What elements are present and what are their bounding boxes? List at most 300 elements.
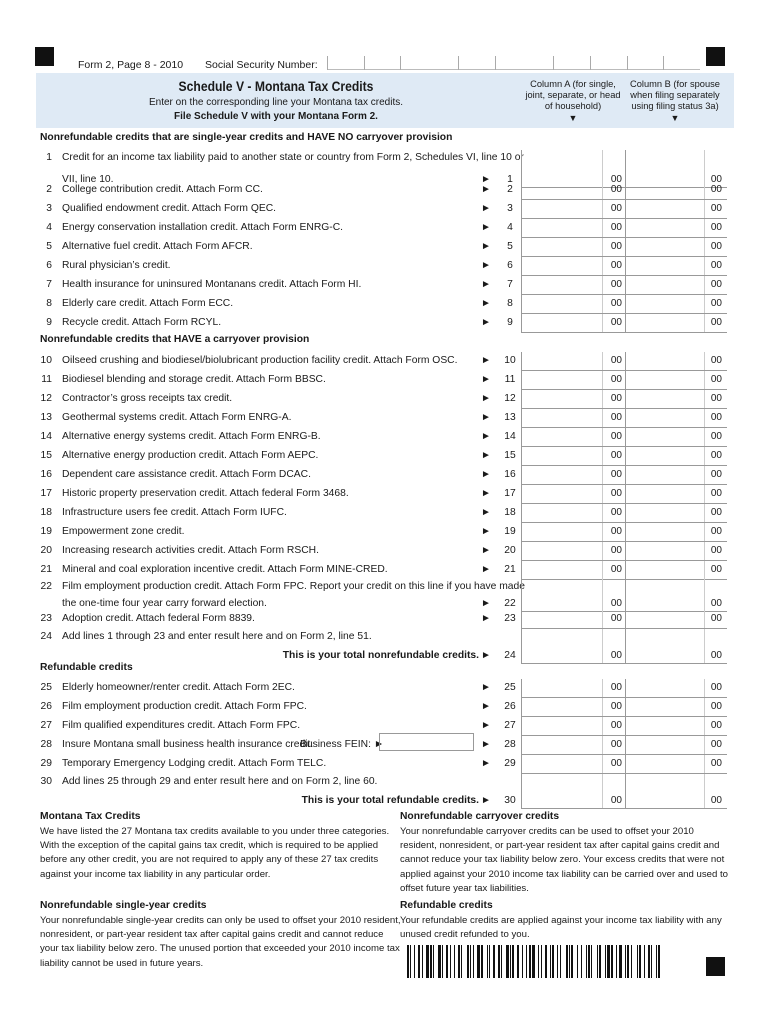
barcode-bar — [550, 945, 551, 978]
column-a-amount-input[interactable] — [521, 736, 625, 755]
ssn-input[interactable] — [327, 47, 700, 70]
barcode-bar — [532, 945, 535, 978]
line-reference-number: 28 — [504, 739, 516, 750]
cents-placeholder: 00 — [710, 598, 722, 609]
cents-placeholder: 00 — [710, 526, 722, 537]
cents-placeholder: 00 — [610, 720, 622, 731]
column-a-amount-input[interactable] — [521, 523, 625, 542]
column-a-amount-input[interactable] — [521, 219, 625, 238]
barcode-bar — [557, 945, 558, 978]
column-b-amount-input[interactable] — [625, 181, 727, 200]
line-row — [0, 610, 770, 629]
barcode-bar — [644, 945, 645, 978]
column-b-amount-input[interactable] — [625, 466, 727, 485]
line-description: Film employment production credit. Attach Form FPC. — [62, 701, 307, 712]
line-number: 23 — [40, 613, 52, 624]
barcode-image — [407, 945, 660, 978]
cents-placeholder: 00 — [610, 526, 622, 537]
column-b-amount-input[interactable] — [625, 409, 727, 428]
line-description: Adoption credit. Attach federal Form 8839. — [62, 613, 255, 624]
arrow-right-icon: ► — [481, 682, 491, 693]
line-number: 4 — [46, 222, 52, 233]
barcode-bar — [454, 945, 455, 978]
barcode-bar — [637, 945, 638, 978]
line-number: 2 — [46, 184, 52, 195]
column-a-amount-input[interactable] — [521, 447, 625, 466]
column-a-amount-input[interactable] — [521, 629, 625, 664]
cents-placeholder: 00 — [710, 488, 722, 499]
line-reference-number: 29 — [504, 758, 516, 769]
line-row — [0, 755, 770, 774]
column-b-amount-input[interactable] — [625, 276, 727, 295]
cents-placeholder: 00 — [710, 450, 722, 461]
line-number: 26 — [40, 701, 52, 712]
cents-placeholder: 00 — [610, 739, 622, 750]
line-row — [0, 504, 770, 523]
line-description: Recycle credit. Attach Form RCYL. — [62, 317, 222, 328]
line-reference-number: 5 — [507, 241, 513, 252]
instruction-text: Enter on the corresponding line your Montana tax credits. — [148, 97, 404, 108]
line-reference-number: 30 — [504, 795, 516, 806]
line-description: Qualified endowment credit. Attach Form QEC. — [62, 203, 277, 214]
line-row — [0, 352, 770, 371]
info-paragraph-refundable: Your refundable credits are applied against your income tax liability with any unused credit refunded to you. — [400, 915, 722, 941]
registration-mark-top-right — [706, 47, 725, 66]
cents-placeholder: 00 — [610, 241, 622, 252]
line-number: 8 — [46, 298, 52, 309]
arrow-right-icon: ► — [481, 488, 491, 499]
column-b-amount-input[interactable] — [625, 447, 727, 466]
cents-placeholder: 00 — [710, 613, 722, 624]
line-number: 12 — [40, 393, 52, 404]
line-reference-number: 23 — [504, 613, 516, 624]
column-a-amount-input[interactable] — [521, 352, 625, 371]
barcode-bar — [422, 945, 423, 978]
registration-mark-bottom-right — [706, 957, 725, 976]
column-a-amount-input[interactable] — [521, 504, 625, 523]
arrow-right-icon: ► — [481, 222, 491, 233]
cents-placeholder: 00 — [610, 545, 622, 556]
cents-placeholder: 00 — [610, 469, 622, 480]
column-a-amount-input[interactable] — [521, 698, 625, 717]
column-b-amount-input[interactable] — [625, 561, 727, 580]
cents-placeholder: 00 — [610, 507, 622, 518]
line-description: Biodiesel blending and storage credit. Attach Form BBSC. — [62, 374, 326, 385]
column-a-amount-input[interactable] — [521, 257, 625, 276]
arrow-right-icon: ► — [481, 507, 491, 518]
line-row — [0, 561, 770, 580]
info-paragraph-montana-tax-credits: We have listed the 27 Montana tax credits available to you under three categories. With the exception of the capital gains tax credit, which is required to be applied before any other credit, you are not required to apply any of these 27 tax credits against your income tax liability in any particular order. — [40, 826, 390, 880]
line-description: Elderly care credit. Attach Form ECC. — [62, 298, 234, 309]
barcode-bar — [611, 945, 613, 978]
line-number: 3 — [46, 203, 52, 214]
line-number: 28 — [40, 739, 52, 750]
column-b-amount-input[interactable] — [625, 774, 727, 809]
line-description: College contribution credit. Attach Form CC. — [62, 184, 263, 195]
column-b-amount-input[interactable] — [625, 629, 727, 664]
cents-placeholder: 00 — [610, 564, 622, 575]
line-number: 13 — [40, 412, 52, 423]
column-a-amount-input[interactable] — [521, 276, 625, 295]
column-a-amount-input[interactable] — [521, 181, 625, 200]
section-heading-carryover: Nonrefundable credits that HAVE a carryover provision — [40, 334, 310, 345]
cents-placeholder: 00 — [610, 174, 622, 185]
barcode-bar — [631, 945, 632, 978]
cents-placeholder: 00 — [710, 682, 722, 693]
barcode-bar — [648, 945, 650, 978]
column-b-amount-input[interactable] — [625, 238, 727, 257]
arrow-right-icon: ► — [481, 469, 491, 480]
column-b-amount-input[interactable] — [625, 200, 727, 219]
line-description: Alternative fuel credit. Attach Form AFCR. — [62, 241, 253, 252]
line-reference-number: 19 — [504, 526, 516, 537]
column-a-amount-input[interactable] — [521, 679, 625, 698]
barcode-bar — [467, 945, 469, 978]
cents-placeholder: 00 — [710, 701, 722, 712]
line-reference-number: 20 — [504, 545, 516, 556]
line-description: Historic property preservation credit. Attach federal Form 3468. — [62, 488, 349, 499]
line-reference-number: 9 — [507, 317, 513, 328]
barcode-bar — [493, 945, 495, 978]
arrow-right-icon: ► — [481, 203, 491, 214]
column-a-amount-input[interactable] — [521, 371, 625, 390]
line-number: 5 — [46, 241, 52, 252]
column-b-amount-input[interactable] — [625, 390, 727, 409]
line-description: Mineral and coal exploration incentive credit. Attach Form MINE-CRED. — [62, 564, 388, 575]
cents-placeholder: 00 — [610, 203, 622, 214]
column-b-amount-input[interactable] — [625, 314, 727, 333]
barcode-bar — [586, 945, 587, 978]
line-number: 15 — [40, 450, 52, 461]
barcode-bar — [616, 945, 617, 978]
barcode-bar — [651, 945, 652, 978]
barcode-bar — [433, 945, 434, 978]
line-description: Health insurance for uninsured Montanans credit. Attach Form HI. — [62, 279, 362, 290]
cents-placeholder: 00 — [710, 720, 722, 731]
line-reference-number: 6 — [507, 260, 513, 271]
line-row — [0, 238, 770, 257]
info-heading-carryover: Nonrefundable carryover credits — [400, 811, 560, 822]
barcode-bar — [552, 945, 554, 978]
arrow-right-icon: ► — [481, 598, 491, 609]
line-row — [0, 523, 770, 542]
cents-placeholder: 00 — [710, 412, 722, 423]
line-number: 18 — [40, 507, 52, 518]
cents-placeholder: 00 — [610, 317, 622, 328]
column-a-amount-input[interactable] — [521, 200, 625, 219]
line-number: 29 — [40, 758, 52, 769]
cents-placeholder: 00 — [710, 355, 722, 366]
chevron-down-icon: ▼ — [670, 113, 680, 123]
column-a-amount-input[interactable] — [521, 390, 625, 409]
line-reference-number: 24 — [504, 650, 516, 661]
line-reference-number: 3 — [507, 203, 513, 214]
section-heading-single-year: Nonrefundable credits that are single-year credits and HAVE NO carryover provision — [40, 132, 453, 143]
barcode-bar — [619, 945, 622, 978]
line-number: 6 — [46, 260, 52, 271]
cents-placeholder: 00 — [710, 260, 722, 271]
arrow-right-icon: ► — [481, 184, 491, 195]
barcode-bar — [407, 945, 409, 978]
column-a-amount-input[interactable] — [521, 561, 625, 580]
barcode-bar — [566, 945, 568, 978]
column-b-amount-input[interactable] — [625, 542, 727, 561]
column-a-amount-input[interactable] — [521, 755, 625, 774]
line-reference-number: 1 — [507, 174, 513, 185]
line-reference-number: 12 — [504, 393, 516, 404]
barcode-bar — [418, 945, 420, 978]
barcode-bar — [597, 945, 598, 978]
barcode-bar — [607, 945, 610, 978]
line-row — [0, 679, 770, 698]
line-reference-number: 13 — [504, 412, 516, 423]
line-row — [0, 774, 770, 809]
line-row — [0, 629, 770, 664]
line-row — [0, 466, 770, 485]
barcode-bar — [477, 945, 480, 978]
registration-mark-top-left — [35, 47, 54, 66]
line-number: 20 — [40, 545, 52, 556]
line-row — [0, 390, 770, 409]
cents-placeholder: 00 — [710, 795, 722, 806]
line-row — [0, 257, 770, 276]
line-description: Infrastructure users fee credit. Attach Form IUFC. — [62, 507, 287, 518]
cents-placeholder: 00 — [610, 412, 622, 423]
barcode-bar — [487, 945, 488, 978]
chevron-down-icon: ▼ — [568, 113, 578, 123]
column-a-amount-input[interactable] — [521, 428, 625, 447]
line-row — [0, 200, 770, 219]
line-reference-number: 26 — [504, 701, 516, 712]
column-a-amount-input[interactable] — [521, 314, 625, 333]
barcode-bar — [658, 945, 660, 978]
column-b-amount-input[interactable] — [625, 717, 727, 736]
line-number: 7 — [46, 279, 52, 290]
column-b-amount-input[interactable] — [625, 371, 727, 390]
line-number: 21 — [40, 564, 52, 575]
barcode-bar — [545, 945, 547, 978]
file-note: File Schedule V with your Montana Form 2. — [174, 111, 378, 122]
line-description: Add lines 25 through 29 and enter result here and on Form 2, line 60. — [62, 776, 378, 787]
column-b-amount-input[interactable] — [625, 610, 727, 629]
line-reference-number: 10 — [504, 355, 516, 366]
arrow-right-icon: ► — [481, 355, 491, 366]
column-a-amount-input[interactable] — [521, 774, 625, 809]
cents-placeholder: 00 — [610, 374, 622, 385]
line-row — [0, 485, 770, 504]
cents-placeholder: 00 — [610, 450, 622, 461]
column-a-header: Column A (for single, joint, separate, or head of household) ▼ — [521, 79, 625, 124]
line-row — [0, 409, 770, 428]
cents-placeholder: 00 — [610, 260, 622, 271]
barcode-bar — [461, 945, 462, 978]
barcode-bar — [410, 945, 411, 978]
cents-placeholder: 00 — [610, 682, 622, 693]
barcode-bar — [571, 945, 573, 978]
column-b-amount-input[interactable] — [625, 485, 727, 504]
barcode-bar — [538, 945, 539, 978]
line-description: Film employment production credit. Attach Form FPC. Report your credit on this line if you have made — [62, 581, 525, 592]
barcode-bar — [605, 945, 606, 978]
arrow-right-icon: ► — [481, 739, 491, 750]
cents-placeholder: 00 — [610, 701, 622, 712]
arrow-right-icon: ► — [481, 241, 491, 252]
column-b-amount-input[interactable] — [625, 504, 727, 523]
cents-placeholder: 00 — [610, 650, 622, 661]
line-number: 1 — [46, 152, 52, 163]
line-description: Dependent care assistance credit. Attach Form DCAC. — [62, 469, 311, 480]
column-b-amount-input[interactable] — [625, 523, 727, 542]
cents-placeholder: 00 — [710, 317, 722, 328]
column-a-amount-input[interactable] — [521, 610, 625, 629]
line-reference-number: 18 — [504, 507, 516, 518]
column-b-amount-input[interactable] — [625, 352, 727, 371]
line-description-continued: This is your total refundable credits. — [301, 795, 479, 806]
barcode-bar — [430, 945, 432, 978]
line-reference-number: 21 — [504, 564, 516, 575]
column-b-amount-input[interactable] — [625, 257, 727, 276]
column-a-amount-input[interactable] — [521, 542, 625, 561]
line-reference-number: 17 — [504, 488, 516, 499]
line-reference-number: 15 — [504, 450, 516, 461]
column-a-amount-input[interactable] — [521, 485, 625, 504]
barcode-bar — [512, 945, 514, 978]
line-number: 11 — [41, 374, 52, 385]
arrow-right-icon: ► — [481, 720, 491, 731]
arrow-right-icon: ► — [481, 564, 491, 575]
arrow-right-icon: ► — [481, 545, 491, 556]
column-b-amount-input[interactable] — [625, 295, 727, 314]
line-number: 9 — [46, 317, 52, 328]
arrow-right-icon: ► — [481, 174, 491, 185]
arrow-right-icon: ► — [481, 758, 491, 769]
cents-placeholder: 00 — [710, 545, 722, 556]
column-a-amount-input[interactable] — [521, 466, 625, 485]
line-reference-number: 2 — [507, 184, 513, 195]
cents-placeholder: 00 — [710, 203, 722, 214]
cents-placeholder: 00 — [710, 564, 722, 575]
column-b-amount-input[interactable] — [625, 755, 727, 774]
cents-placeholder: 00 — [710, 650, 722, 661]
cents-placeholder: 00 — [710, 222, 722, 233]
cents-placeholder: 00 — [710, 174, 722, 185]
cents-placeholder: 00 — [710, 739, 722, 750]
line-description-continued: VII, line 10. — [62, 174, 114, 185]
line-number: 25 — [40, 682, 52, 693]
line-row — [0, 428, 770, 447]
column-b-amount-input[interactable] — [625, 679, 727, 698]
line-description: Add lines 1 through 23 and enter result here and on Form 2, line 51. — [62, 631, 372, 642]
line-reference-number: 16 — [504, 469, 516, 480]
business-fein-label: Business FEIN: ► — [300, 739, 385, 750]
cents-placeholder: 00 — [610, 795, 622, 806]
line-number: 30 — [40, 776, 52, 787]
barcode-bar — [501, 945, 502, 978]
line-row — [0, 295, 770, 314]
arrow-right-icon: ► — [481, 260, 491, 271]
barcode-bar — [446, 945, 448, 978]
cents-placeholder: 00 — [710, 184, 722, 195]
column-b-amount-input[interactable] — [625, 736, 727, 755]
barcode-bar — [529, 945, 531, 978]
line-number: 10 — [40, 355, 52, 366]
cents-placeholder: 00 — [710, 279, 722, 290]
arrow-right-icon: ► — [481, 701, 491, 712]
business-fein-input[interactable] — [379, 733, 474, 751]
column-b-amount-input[interactable] — [625, 698, 727, 717]
line-row — [0, 447, 770, 466]
line-row — [0, 276, 770, 295]
cents-placeholder: 00 — [710, 507, 722, 518]
line-number: 27 — [40, 720, 52, 731]
line-row — [0, 181, 770, 200]
barcode-bar — [442, 945, 443, 978]
line-description-continued: the one-time four year carry forward election. — [62, 598, 267, 609]
column-b-amount-input[interactable] — [625, 579, 727, 612]
column-a-amount-input[interactable] — [521, 409, 625, 428]
page-title: Schedule V - Montana Tax Credits — [178, 79, 374, 94]
barcode-bar — [506, 945, 509, 978]
arrow-right-icon: ► — [481, 450, 491, 461]
column-b-amount-input[interactable] — [625, 428, 727, 447]
line-description: Insure Montana small business health insurance credit. — [62, 739, 314, 750]
barcode-bar — [522, 945, 523, 978]
arrow-right-icon: ► — [481, 795, 491, 806]
column-b-amount-input[interactable] — [625, 219, 727, 238]
barcode-bar — [591, 945, 592, 978]
arrow-right-icon: ► — [481, 650, 491, 661]
column-a-amount-input[interactable] — [521, 579, 625, 612]
ssn-label: Social Security Number: — [205, 59, 318, 71]
column-b-header: Column B (for spouse when filing separately using filing status 3a) ▼ — [623, 79, 727, 124]
barcode-bar — [498, 945, 500, 978]
column-a-amount-input[interactable] — [521, 717, 625, 736]
info-heading-refundable: Refundable credits — [400, 900, 493, 911]
barcode-bar — [481, 945, 483, 978]
line-reference-number: 11 — [504, 374, 516, 385]
cents-placeholder: 00 — [610, 393, 622, 404]
barcode-bar — [588, 945, 590, 978]
line-reference-number: 27 — [504, 720, 516, 731]
line-description: Temporary Emergency Lodging credit. Attach Form TELC. — [62, 758, 327, 769]
line-reference-number: 4 — [507, 222, 513, 233]
cents-placeholder: 00 — [710, 431, 722, 442]
arrow-right-icon: ► — [481, 374, 491, 385]
line-reference-number: 22 — [504, 598, 516, 609]
cents-placeholder: 00 — [610, 298, 622, 309]
barcode-bar — [489, 945, 490, 978]
line-row — [0, 371, 770, 390]
line-row — [0, 698, 770, 717]
line-description-continued: This is your total nonrefundable credits. — [282, 650, 479, 661]
line-row — [0, 579, 770, 612]
cents-placeholder: 00 — [610, 184, 622, 195]
info-paragraph-single-year: Your nonrefundable single-year credits can only be used to offset your 2010 resident, nonresident, or part-year resident tax after capital gains credit and cannot reduce your tax liability below zero. The unused portion that exceeded your 2010 income tax liability cannot be used in future years. — [40, 915, 401, 969]
cents-placeholder: 00 — [610, 222, 622, 233]
barcode-bar — [517, 945, 519, 978]
column-a-amount-input[interactable] — [521, 295, 625, 314]
column-a-amount-input[interactable] — [521, 238, 625, 257]
line-description: Elderly homeowner/renter credit. Attach Form 2EC. — [62, 682, 295, 693]
barcode-bar — [426, 945, 429, 978]
barcode-bar — [450, 945, 451, 978]
line-row — [0, 314, 770, 333]
line-row — [0, 219, 770, 238]
arrow-right-icon: ► — [481, 526, 491, 537]
form-page-label: Form 2, Page 8 - 2010 — [78, 59, 184, 71]
cents-placeholder: 00 — [610, 758, 622, 769]
barcode-bar — [627, 945, 629, 978]
